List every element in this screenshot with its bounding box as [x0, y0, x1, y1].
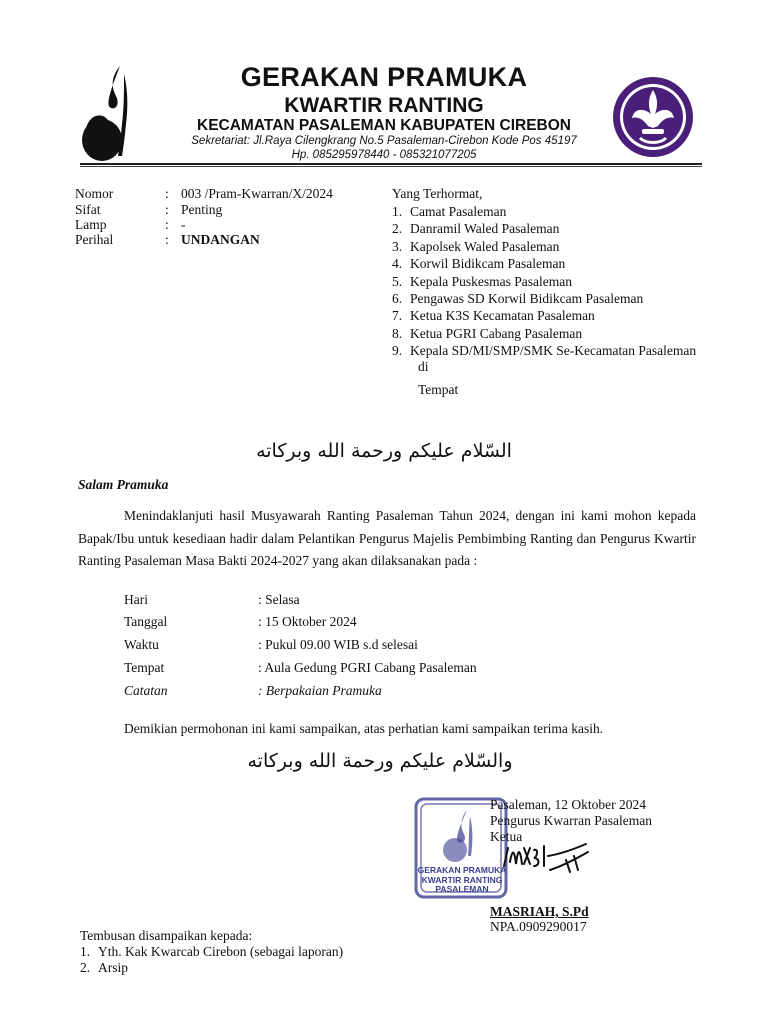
org-subtitle: KWARTIR RANTING [284, 94, 484, 117]
list-text: Korwil Bidikcam Pasaleman [410, 256, 566, 272]
list-number: 2. [80, 960, 91, 975]
list-number: 2. [392, 221, 403, 237]
meta-colon: : [165, 186, 169, 201]
org-address [0, 134, 768, 162]
list-number: 7. [392, 308, 403, 324]
stamp-line: PASALEMAN [435, 884, 489, 894]
meta-value: 003 /Pram-Kwarran/X/2024 [181, 186, 333, 201]
org-district: KECAMATAN PASALEMAN KABUPATEN CIREBON [197, 117, 571, 134]
phone-line: Hp. 085295978440 - 085321077205 [291, 149, 477, 161]
list-number: 8. [392, 325, 403, 341]
list-item [80, 960, 343, 976]
list-item [392, 255, 696, 272]
meta-colon: : [165, 217, 169, 232]
signature-role: Ketua [490, 829, 523, 844]
meta-colon: : [165, 232, 169, 247]
list-item [392, 325, 696, 342]
handwritten-signature [500, 836, 592, 884]
list-text: Ketua K3S Kecamatan Pasaleman [410, 308, 595, 324]
list-item [80, 944, 343, 960]
detail-label: Tempat [124, 660, 165, 675]
meta-label: Nomor [75, 186, 114, 201]
detail-value: : Aula Gedung PGRI Cabang Pasaleman [258, 660, 477, 675]
meta-colon: : [165, 202, 169, 217]
list-text: Arsip [98, 960, 128, 975]
list-number: 1. [80, 944, 91, 959]
list-number: 6. [392, 290, 403, 306]
list-text: Yth. Kak Kwarcab Cirebon (sebagai laporan) [98, 944, 344, 959]
list-item [392, 220, 696, 237]
signature-name: MASRIAH, S.Pd [490, 904, 589, 919]
list-text: Kepala Puskesmas Pasaleman [410, 273, 572, 289]
detail-label: Waktu [124, 637, 159, 652]
org-title: GERAKAN PRAMUKA [240, 62, 528, 92]
list-item [392, 342, 696, 359]
detail-value: : Berpakaian Pramuka [258, 683, 382, 698]
detail-value: : Selasa [258, 592, 300, 607]
list-number: 4. [392, 256, 403, 272]
stamp-line: GERAKAN PRAMUKA [417, 865, 507, 875]
list-number: 1. [392, 204, 403, 219]
list-text: Camat Pasaleman [410, 204, 507, 219]
list-text: Kapolsek Waled Pasaleman [410, 238, 560, 254]
meta-label: Perihal [75, 232, 114, 247]
list-number: 5. [392, 273, 403, 289]
list-text: Kepala SD/MI/SMP/SMK Se-Kecamatan Pasaleman [410, 343, 697, 359]
meta-value: Penting [181, 202, 223, 217]
list-item [392, 290, 696, 307]
header-rule-thin [80, 166, 702, 167]
list-text: Danramil Waled Pasaleman [410, 221, 560, 237]
detail-label: Hari [124, 592, 148, 607]
closing-sentence: Demikian permohonan ini kami sampaikan, atas perhatian kami sampaikan terima kasih. [124, 721, 604, 736]
meta-label: Lamp [75, 217, 107, 232]
recipients-list [392, 203, 696, 360]
stamp-text [417, 866, 507, 895]
list-item [392, 238, 696, 255]
arabic-greeting-open: السّلام عليكم ورحمة الله وبركاته [256, 440, 512, 462]
signature-npa: NPA.0909290017 [490, 919, 587, 934]
list-number: 9. [392, 343, 403, 359]
salam-pramuka: Salam Pramuka [78, 477, 169, 492]
cc-heading: Tembusan disampaikan kepada: [80, 928, 253, 943]
signature-org: Pengurus Kwarran Pasaleman [490, 813, 652, 828]
recipients-heading: Yang Terhormat, [392, 186, 483, 201]
stamp-line: KWARTIR RANTING [421, 874, 503, 885]
cc-section [80, 928, 343, 976]
body-paragraph: Menindaklanjuti hasil Musyawarah Ranting Pasaleman Tahun 2024, dengan ini kami mohon kepada Bapak/Ibu untuk kesediaan hadir dalam Pelantikan Pengurus Majelis Pembimbing Ranting dan Pengurus Kwartir Ranting Pasaleman Masa Bakti 2024-2027 yang akan dilaksanakan pada : [78, 508, 696, 568]
list-item [392, 273, 696, 290]
meta-label: Sifat [75, 202, 101, 217]
detail-value: : 15 Oktober 2024 [258, 614, 357, 629]
address-line: Sekretariat: Jl.Raya Cilengkrang No.5 Pasaleman-Cirebon Kode Pos 45197 [191, 135, 577, 147]
detail-label: Tanggal [124, 614, 168, 629]
signature-place-date: Pasaleman, 12 Oktober 2024 [490, 797, 646, 812]
recipients-tempat: Tempat [418, 382, 459, 397]
detail-value: : Pukul 09.00 WIB s.d selesai [258, 637, 418, 652]
header-rule [80, 163, 702, 165]
arabic-greeting-close: والسّلام عليكم ورحمة الله وبركاته [247, 750, 513, 772]
list-text: Ketua PGRI Cabang Pasaleman [410, 325, 583, 341]
list-text: Pengawas SD Korwil Bidikcam Pasaleman [410, 290, 644, 306]
list-item [392, 203, 696, 220]
meta-value: - [181, 217, 186, 232]
detail-label: Catatan [124, 683, 168, 698]
list-item [392, 307, 696, 324]
list-number: 3. [392, 238, 403, 254]
meta-value: UNDANGAN [181, 232, 260, 247]
recipients-di: di [418, 359, 429, 374]
